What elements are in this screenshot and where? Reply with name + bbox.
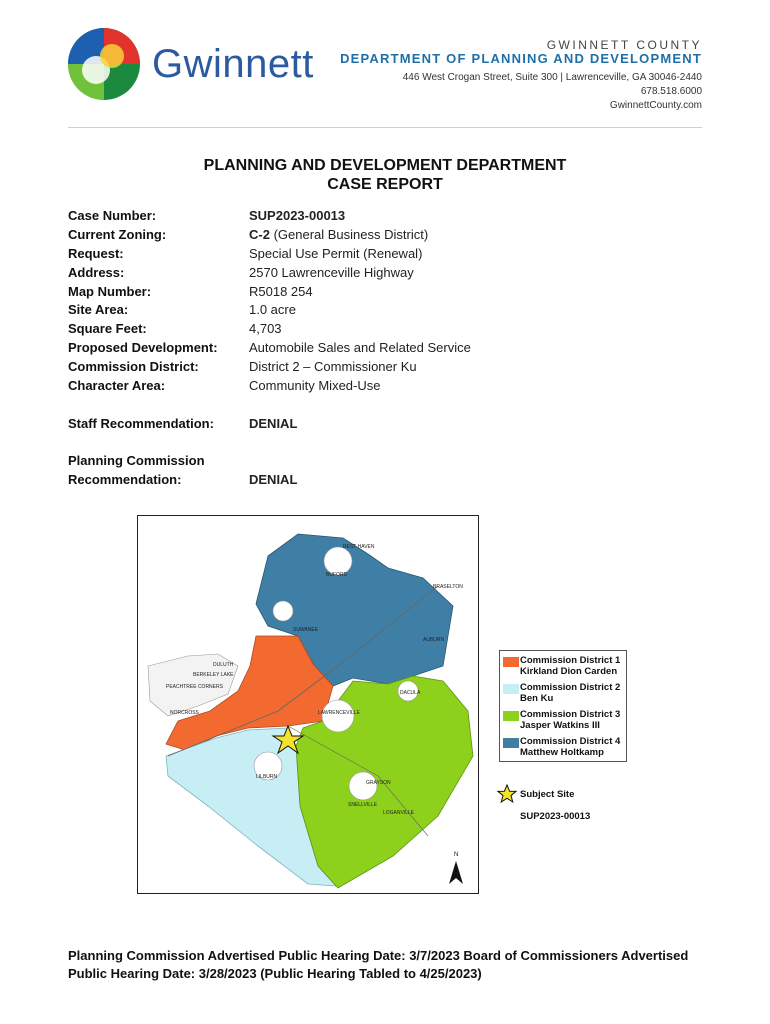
field-label: Case Number: bbox=[68, 208, 157, 223]
place-label: AUBURN bbox=[423, 637, 445, 643]
place-label: LOGANVILLE bbox=[383, 810, 415, 816]
place-label: PEACHTREE CORNERS bbox=[166, 684, 223, 690]
city-area bbox=[349, 772, 377, 800]
place-label: BERKELEY LAKE bbox=[193, 672, 234, 678]
zoning-code: C-2 bbox=[249, 227, 270, 242]
planning-commission-label: Planning Commission bbox=[68, 453, 205, 468]
legend-district-4 bbox=[520, 736, 620, 758]
place-label: BRASELTON bbox=[433, 584, 463, 590]
department-website: GwinnettCounty.com bbox=[609, 100, 702, 111]
legend-district-1-title: Commission District 1 bbox=[520, 655, 621, 666]
place-label: REST HAVEN bbox=[343, 544, 375, 550]
map-number-value: R5018 254 bbox=[249, 284, 313, 299]
field-label: Address: bbox=[68, 265, 125, 280]
legend-swatch bbox=[503, 684, 519, 694]
legend-district-1-commissioner: Kirkland Dion Carden bbox=[520, 666, 618, 677]
place-label: LAWRENCEVILLE bbox=[318, 710, 360, 716]
legend-district-3-commissioner: Jasper Watkins III bbox=[520, 720, 600, 731]
field-label: Current Zoning: bbox=[68, 227, 167, 242]
proposed-development-value: Automobile Sales and Related Service bbox=[249, 340, 471, 355]
legend-swatch bbox=[503, 657, 519, 667]
place-label: DULUTH bbox=[213, 662, 234, 668]
north-label: N bbox=[454, 852, 459, 858]
staff-recommendation-label: Staff Recommendation: bbox=[68, 416, 214, 431]
legend-swatch bbox=[503, 711, 519, 721]
place-label: SNELLVILLE bbox=[348, 802, 378, 808]
department-address: 446 West Crogan Street, Suite 300 | Lawrenceville, GA 30046-2440 bbox=[402, 72, 702, 83]
site-area-value: 1.0 acre bbox=[249, 302, 296, 317]
gwinnett-logo-icon bbox=[66, 26, 142, 102]
legend-district-2-commissioner: Ben Ku bbox=[520, 693, 554, 704]
field-label: Commission District: bbox=[68, 359, 199, 374]
department-phone: 678.518.6000 bbox=[640, 86, 702, 97]
place-label: BUFORD bbox=[326, 572, 348, 578]
department-name: DEPARTMENT OF PLANNING AND DEVELOPMENT bbox=[340, 51, 702, 66]
legend-district-4-title: Commission District 4 bbox=[520, 736, 621, 747]
place-label: GRAYSON bbox=[366, 780, 391, 786]
legend-district-3 bbox=[520, 709, 620, 731]
legend-district-1 bbox=[520, 655, 620, 677]
legend-district-3-title: Commission District 3 bbox=[520, 709, 621, 720]
legend-district-2 bbox=[520, 682, 620, 704]
place-label: SUWANEE bbox=[293, 627, 319, 633]
field-label: Square Feet: bbox=[68, 321, 147, 336]
character-area-value: Community Mixed-Use bbox=[249, 378, 381, 393]
staff-recommendation-value: DENIAL bbox=[249, 416, 298, 431]
city-area bbox=[324, 547, 352, 575]
north-arrow-icon bbox=[449, 861, 463, 884]
square-feet-value: 4,703 bbox=[249, 321, 282, 336]
legend-swatch bbox=[503, 738, 519, 748]
district-map-graphic bbox=[138, 516, 478, 893]
commission-district-value: District 2 – Commissioner Ku bbox=[249, 359, 417, 374]
place-label: DACULA bbox=[400, 690, 421, 696]
city-area bbox=[273, 601, 293, 621]
report-title: PLANNING AND DEVELOPMENT DEPARTMENT bbox=[203, 157, 567, 174]
place-label: NORCROSS bbox=[170, 710, 199, 716]
hearing-dates-footer: Planning Commission Advertised Public Hearing Date: 3/7/2023 Board of Commissioners Advertised Public Hearing Date: 3/28/2023 (Public Hearing Tabled to 4/25/2023) bbox=[68, 948, 689, 981]
subject-site-case: SUP2023-00013 bbox=[520, 811, 591, 822]
subject-site-label: Subject Site bbox=[520, 789, 575, 800]
field-label: Character Area: bbox=[68, 378, 166, 393]
subject-site-legend-icon bbox=[497, 784, 517, 809]
zoning-description: (General Business District) bbox=[269, 227, 429, 242]
logo-wordmark: Gwinnett bbox=[152, 42, 314, 86]
legend-district-4-commissioner: Matthew Holtkamp bbox=[520, 747, 604, 758]
field-label: Map Number: bbox=[68, 284, 152, 299]
header-divider bbox=[68, 127, 702, 128]
address-value: 2570 Lawrenceville Highway bbox=[249, 265, 414, 280]
county-name: GWINNETT COUNTY bbox=[546, 38, 702, 52]
recommendation-label: Recommendation: bbox=[68, 472, 182, 487]
case-number-value: SUP2023-00013 bbox=[249, 208, 346, 223]
district-map bbox=[137, 515, 479, 894]
field-label: Request: bbox=[68, 246, 124, 261]
city-area bbox=[322, 700, 354, 732]
field-label: Proposed Development: bbox=[68, 340, 218, 355]
request-value: Special Use Permit (Renewal) bbox=[249, 246, 423, 261]
place-label: LILBURN bbox=[256, 774, 278, 780]
planning-commission-value: DENIAL bbox=[249, 472, 298, 487]
report-subtitle: CASE REPORT bbox=[327, 176, 443, 193]
legend-district-2-title: Commission District 2 bbox=[520, 682, 621, 693]
zoning-value bbox=[249, 227, 428, 242]
field-label: Site Area: bbox=[68, 302, 129, 317]
